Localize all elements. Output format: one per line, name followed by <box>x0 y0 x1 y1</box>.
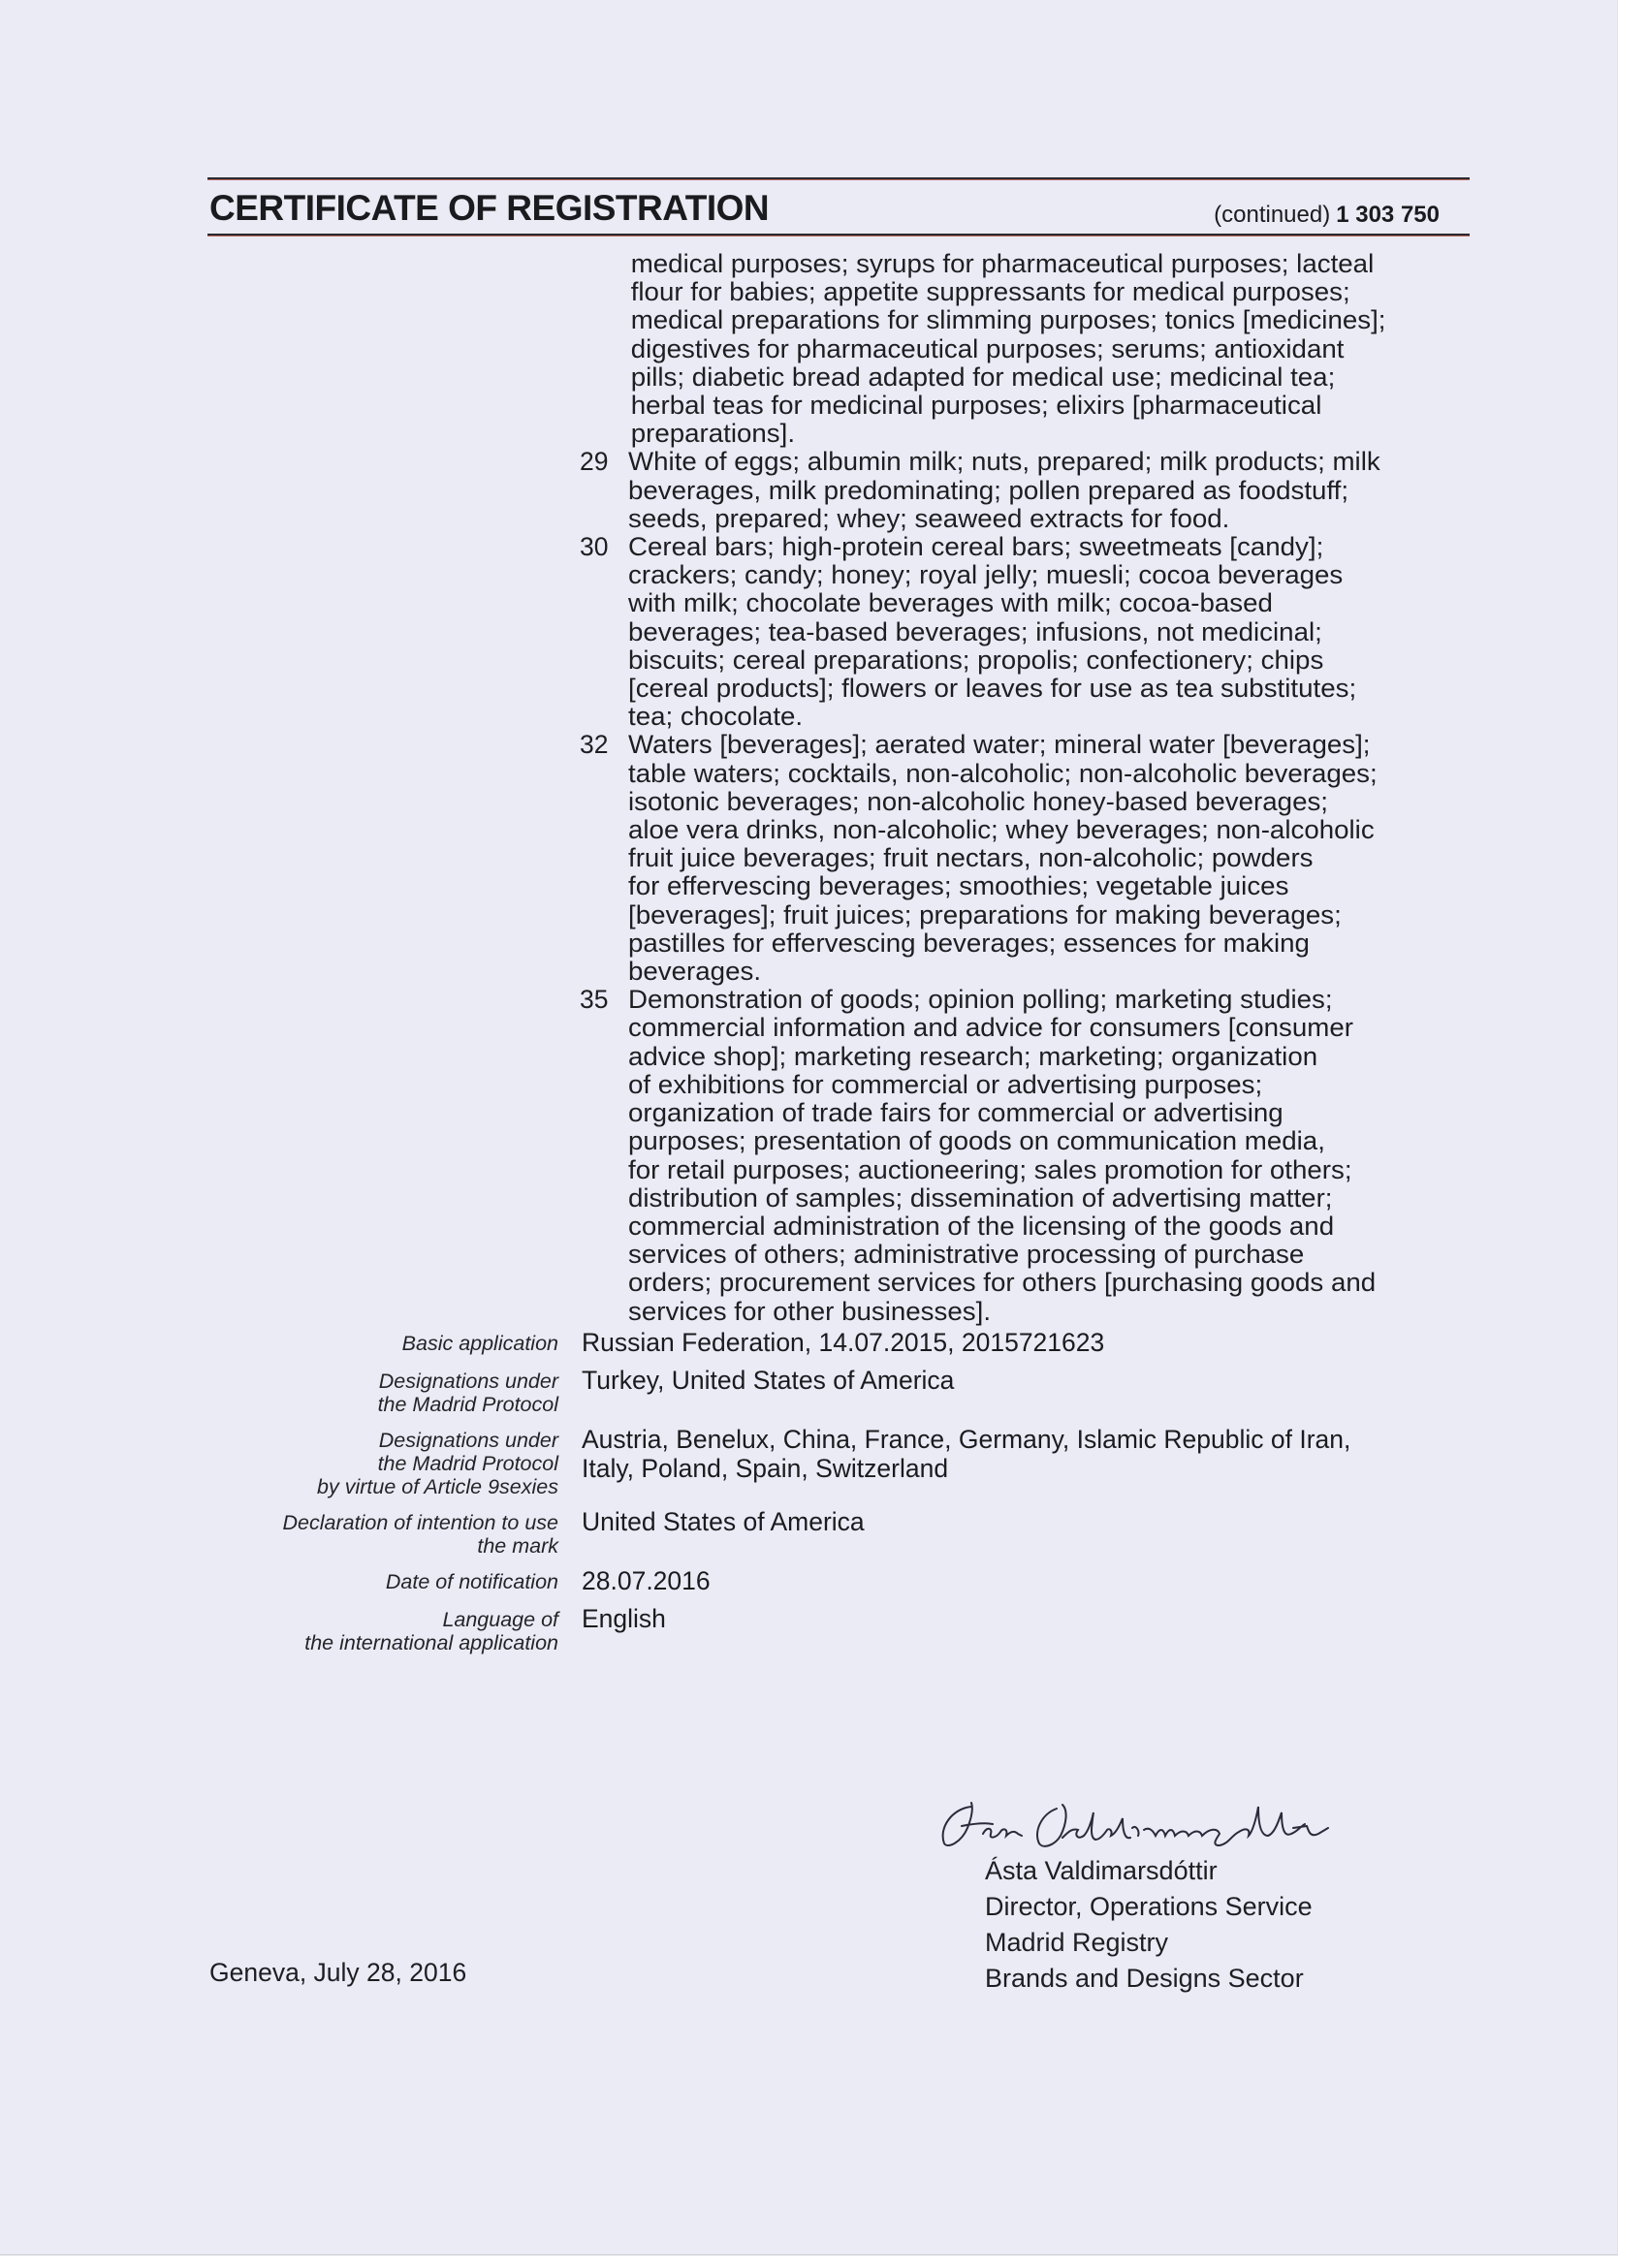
class-description: Waters [beverages]; aerated water; mineral water [beverages]; table waters; cocktails, non-alcoholic; non-alcoholic beverages; isotonic beverages; non-alcoholic honey-based beverages; aloe vera drinks, non-alcoholic; whey beverages; non-alcoholic fruit juice beverages; fruit nectars, non-alcoholic; powders for effervescing beverages; smoothies; vegetable juices [beverages]; fruit juices; preparations for making beverages; pastilles for effervescing beverages; essences for making beverages. <box>628 730 1378 987</box>
goods-class-32 <box>570 731 1481 986</box>
detail-label: Date of notification <box>385 1570 558 1593</box>
signer-unit: Madrid Registry <box>985 1928 1169 1957</box>
class-description: White of eggs; albumin milk; nuts, prepared; milk products; milk beverages, milk predominating; pollen prepared as foodstuff; seeds, prepared; whey; seaweed extracts for food. <box>628 447 1380 533</box>
detail-designations-article-9sexies <box>207 1425 1477 1498</box>
header-rule-bottom <box>207 234 1470 236</box>
registration-number <box>1214 202 1440 229</box>
detail-label: Designations under the Madrid Protocol <box>377 1370 558 1416</box>
class-number: 35 <box>580 985 609 1015</box>
class-description: Demonstration of goods; opinion polling; marketing studies; commercial information and advice for consumers [consumer advice shop]; marketing research; marketing; organization of exhibitions for commercial or advertising purposes; organization of trade fairs for commercial or advertising purposes; presentation of goods on communication media, for retail purposes; auctioneering; sales promotion for others; distribution of samples; dissemination of advertising matter; commercial administration of the licensing of the goods and services of others; administrative processing of purchase orders; procurement services for others [purchasing goods and services for other businesses]. <box>628 985 1377 1326</box>
detail-label: Designations under the Madrid Protocol by virtue of Article 9sexies <box>317 1429 558 1498</box>
detail-value: Austria, Benelux, China, France, Germany, Islamic Republic of Iran, Italy, Poland, Spain, Switzerland <box>582 1425 1351 1483</box>
detail-declaration-of-intention <box>207 1507 1477 1558</box>
goods-continuation-text: medical purposes; syrups for pharmaceutical purposes; lacteal flour for babies; appetite suppressants for medical purposes; medical preparations for slimming purposes; tonics [medicines]; digestives for pharmaceutical purposes; serums; antioxidant pills; diabetic bread adapted for medical use; medicinal tea; herbal teas for medicinal purposes; elixirs [pharmaceutical preparations]. <box>630 249 1386 449</box>
detail-language <box>207 1604 1477 1654</box>
signer-sector: Brands and Designs Sector <box>985 1964 1304 1993</box>
detail-label: Declaration of intention to use the mark <box>282 1511 558 1558</box>
detail-basic-application <box>207 1328 1477 1357</box>
signatory-block <box>985 1853 1313 1997</box>
goods-class-29 <box>570 448 1481 533</box>
handwritten-signature <box>933 1789 1456 1851</box>
class-number: 29 <box>580 447 609 477</box>
continued-label: (continued) <box>1214 202 1331 228</box>
goods-class-35 <box>570 986 1481 1325</box>
class-number: 30 <box>580 532 609 562</box>
detail-value: Russian Federation, 14.07.2015, 2015721623 <box>582 1328 1105 1357</box>
detail-designations-madrid-protocol <box>207 1366 1477 1416</box>
detail-value: English <box>582 1604 666 1633</box>
signer-name: Ásta Valdimarsdóttir <box>985 1856 1218 1885</box>
detail-value: 28.07.2016 <box>582 1566 711 1595</box>
detail-label: Basic application <box>401 1332 558 1355</box>
place-and-date: Geneva, July 28, 2016 <box>209 1958 467 1987</box>
goods-and-services-list <box>570 250 1481 1326</box>
class-number: 32 <box>580 730 609 760</box>
detail-value: United States of America <box>582 1507 865 1536</box>
registration-number-value: 1 303 750 <box>1336 202 1440 228</box>
detail-label: Language of the international application <box>304 1608 558 1654</box>
detail-date-of-notification <box>207 1566 1477 1595</box>
header-rule-top <box>207 177 1470 179</box>
certificate-title: CERTIFICATE OF REGISTRATION <box>209 188 770 228</box>
signer-title: Director, Operations Service <box>985 1892 1313 1921</box>
detail-value: Turkey, United States of America <box>582 1366 955 1395</box>
registration-details <box>207 1328 1477 1663</box>
goods-class-30 <box>570 533 1481 731</box>
class-description: Cereal bars; high-protein cereal bars; sweetmeats [candy]; crackers; candy; honey; royal jelly; muesli; cocoa beverages with milk; chocolate beverages with milk; cocoa-based beverages; tea-based beverages; infusions, not medicinal; biscuits; cereal preparations; propolis; confectionery; chips [cereal products]; flowers or leaves for use as tea substitutes; tea; chocolate. <box>628 532 1357 732</box>
